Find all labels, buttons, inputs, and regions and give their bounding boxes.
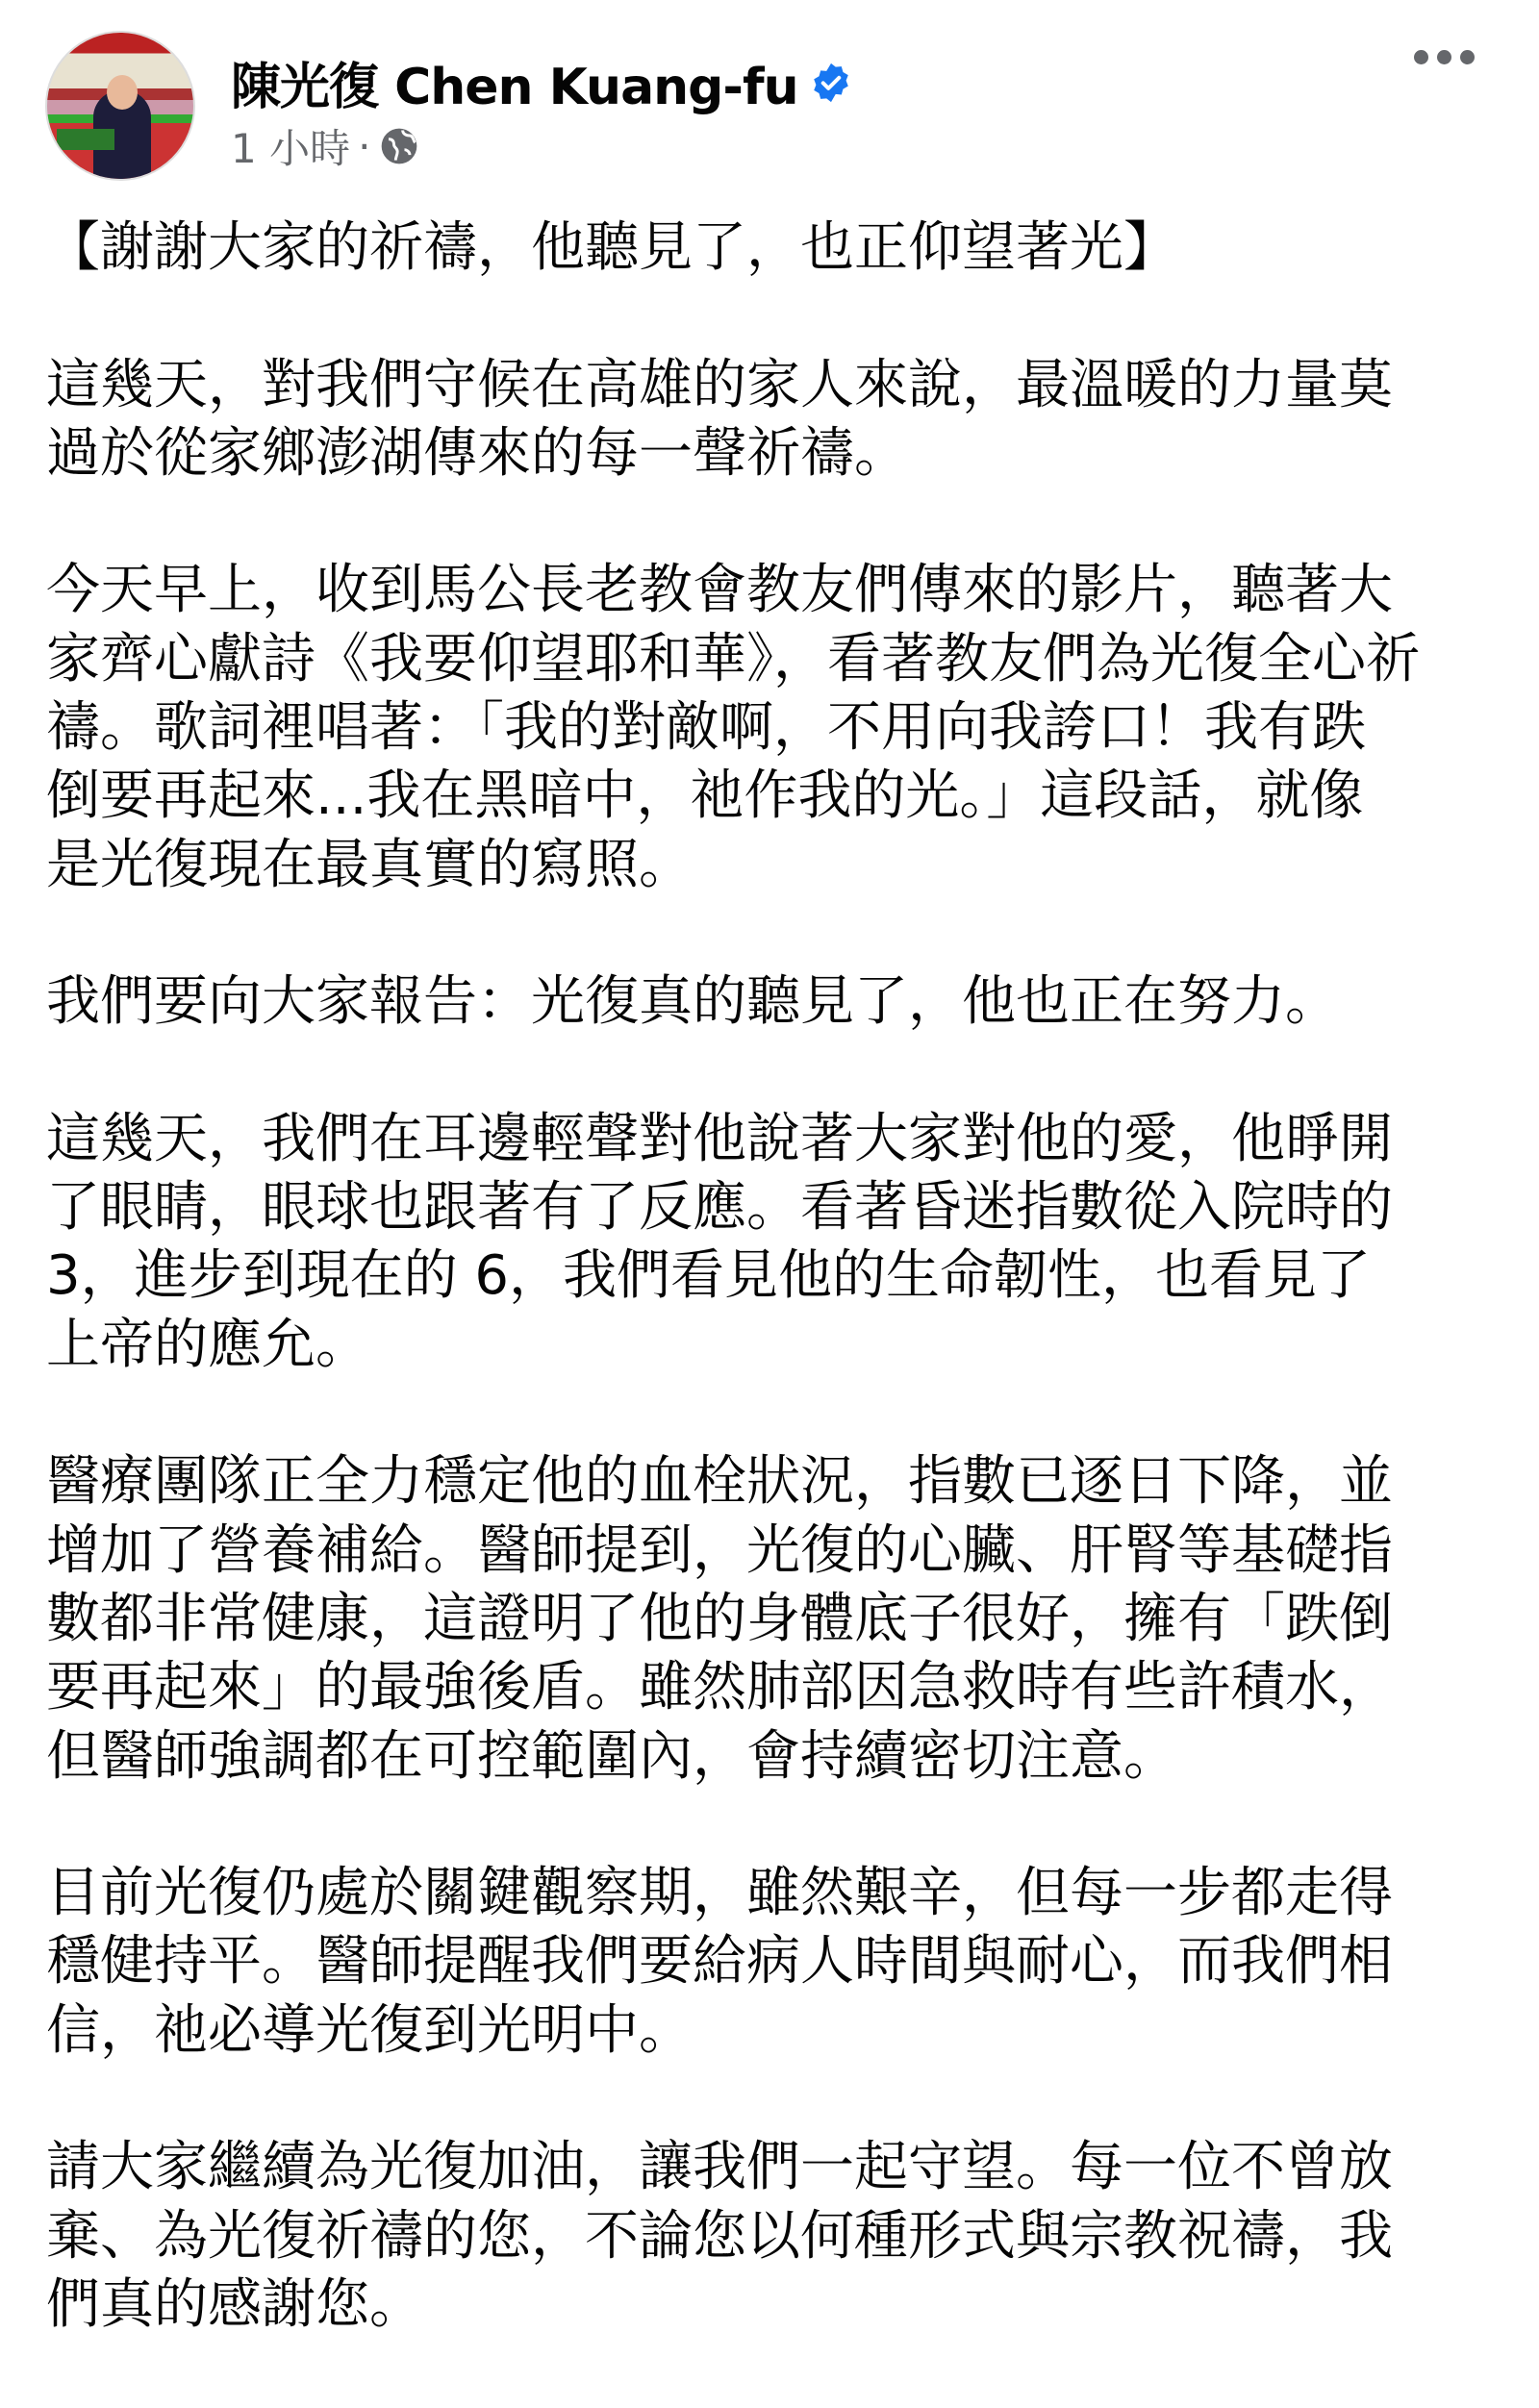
post-title [46,213,1508,282]
post-meta [231,117,420,175]
text-line: 我們要向大家報告：光復真的聽見了，他也正在努力。 [46,970,1339,1034]
text-line: 倒要再起來...我在黑暗中，祂作我的光。」這段話，就像 [46,765,1364,828]
post-paragraph [46,2133,1508,2339]
avatar-sign [57,129,114,150]
text-line: 是光復現在最真實的寫照。 [46,833,693,896]
text-line: 增加了營養補給。醫師提到，光復的心臟、肝腎等基礎指 [46,1518,1393,1582]
post-paragraph [46,1447,1508,1790]
post-paragraph [46,351,1508,489]
avatar-head [107,75,138,110]
text-line: 家齊心獻詩《我要仰望耶和華》，看著教友們為光復全心祈 [46,627,1420,690]
text-line: 信，祂必導光復到光明中。 [46,1998,693,2062]
more-options-button[interactable] [1414,50,1475,64]
text-line: 禱。歌詞裡唱著：「我的對敵啊，不用向我誇口！我有跌 [46,696,1366,760]
author-name[interactable]: 陳光復 Chen Kuang-fu [231,59,798,116]
verified-badge-icon [810,62,852,104]
text-line: 數都非常健康，這證明了他的身體底子很好，擁有「跌倒 [46,1587,1393,1650]
post-paragraph [46,1859,1508,2065]
post-paragraph [46,556,1508,898]
text-line: 3，進步到現在的 6，我們看見他的生命韌性，也看見了 [46,1244,1372,1308]
text-line: 們真的感謝您。 [46,2272,423,2336]
text-line: 上帝的應允。 [46,1313,369,1376]
text-line: 醫療團隊正全力穩定他的血栓狀況，指數已逐日下降，並 [46,1450,1393,1514]
text-line: 但醫師強調都在可控範圍內，會持續密切注意。 [46,1724,1177,1788]
author-avatar[interactable] [45,31,195,181]
text-line: 這幾天，對我們守候在高雄的家人來說，最溫暖的力量莫 [46,353,1393,416]
text-line: 過於從家鄉澎湖傳來的每一聲祈禱。 [46,421,908,485]
text-line: 這幾天，我們在耳邊輕聲對他說著大家對他的愛，他睜開 [46,1107,1393,1170]
author-name-row [231,46,852,118]
text-line: 要再起來」的最強後盾。雖然肺部因急救時有些許積水， [46,1656,1393,1719]
post-body [46,213,1508,2408]
post-header [0,0,1539,192]
text-line: 目前光復仍處於關鍵觀察期，雖然艱辛，但每一步都走得 [46,1862,1393,1925]
post-paragraph [46,1105,1508,1379]
text-line: 【謝謝大家的祈禱，他聽見了，也正仰望著光】 [46,216,1177,279]
text-line: 穩健持平。醫師提醒我們要給病人時間與耐心，而我們相 [46,1930,1393,1994]
meta-separator: · [358,122,371,170]
post-time[interactable]: 1 小時 [231,125,351,172]
post-paragraph [46,967,1508,1036]
text-line: 了眼睛，眼球也跟著有了反應。看著昏迷指數從入院時的 [46,1176,1393,1240]
dot-icon [1414,50,1428,64]
dot-icon [1460,50,1475,64]
text-line: 棄、為光復祈禱的您，不論您以何種形式與宗教祝禱，我 [46,2204,1393,2268]
globe-icon [378,125,420,167]
text-line: 請大家繼續為光復加油，讓我們一起守望。每一位不曾放 [46,2136,1393,2199]
text-line: 今天早上，收到馬公長老教會教友們傳來的影片，聽著大 [46,559,1393,622]
dot-icon [1437,50,1451,64]
